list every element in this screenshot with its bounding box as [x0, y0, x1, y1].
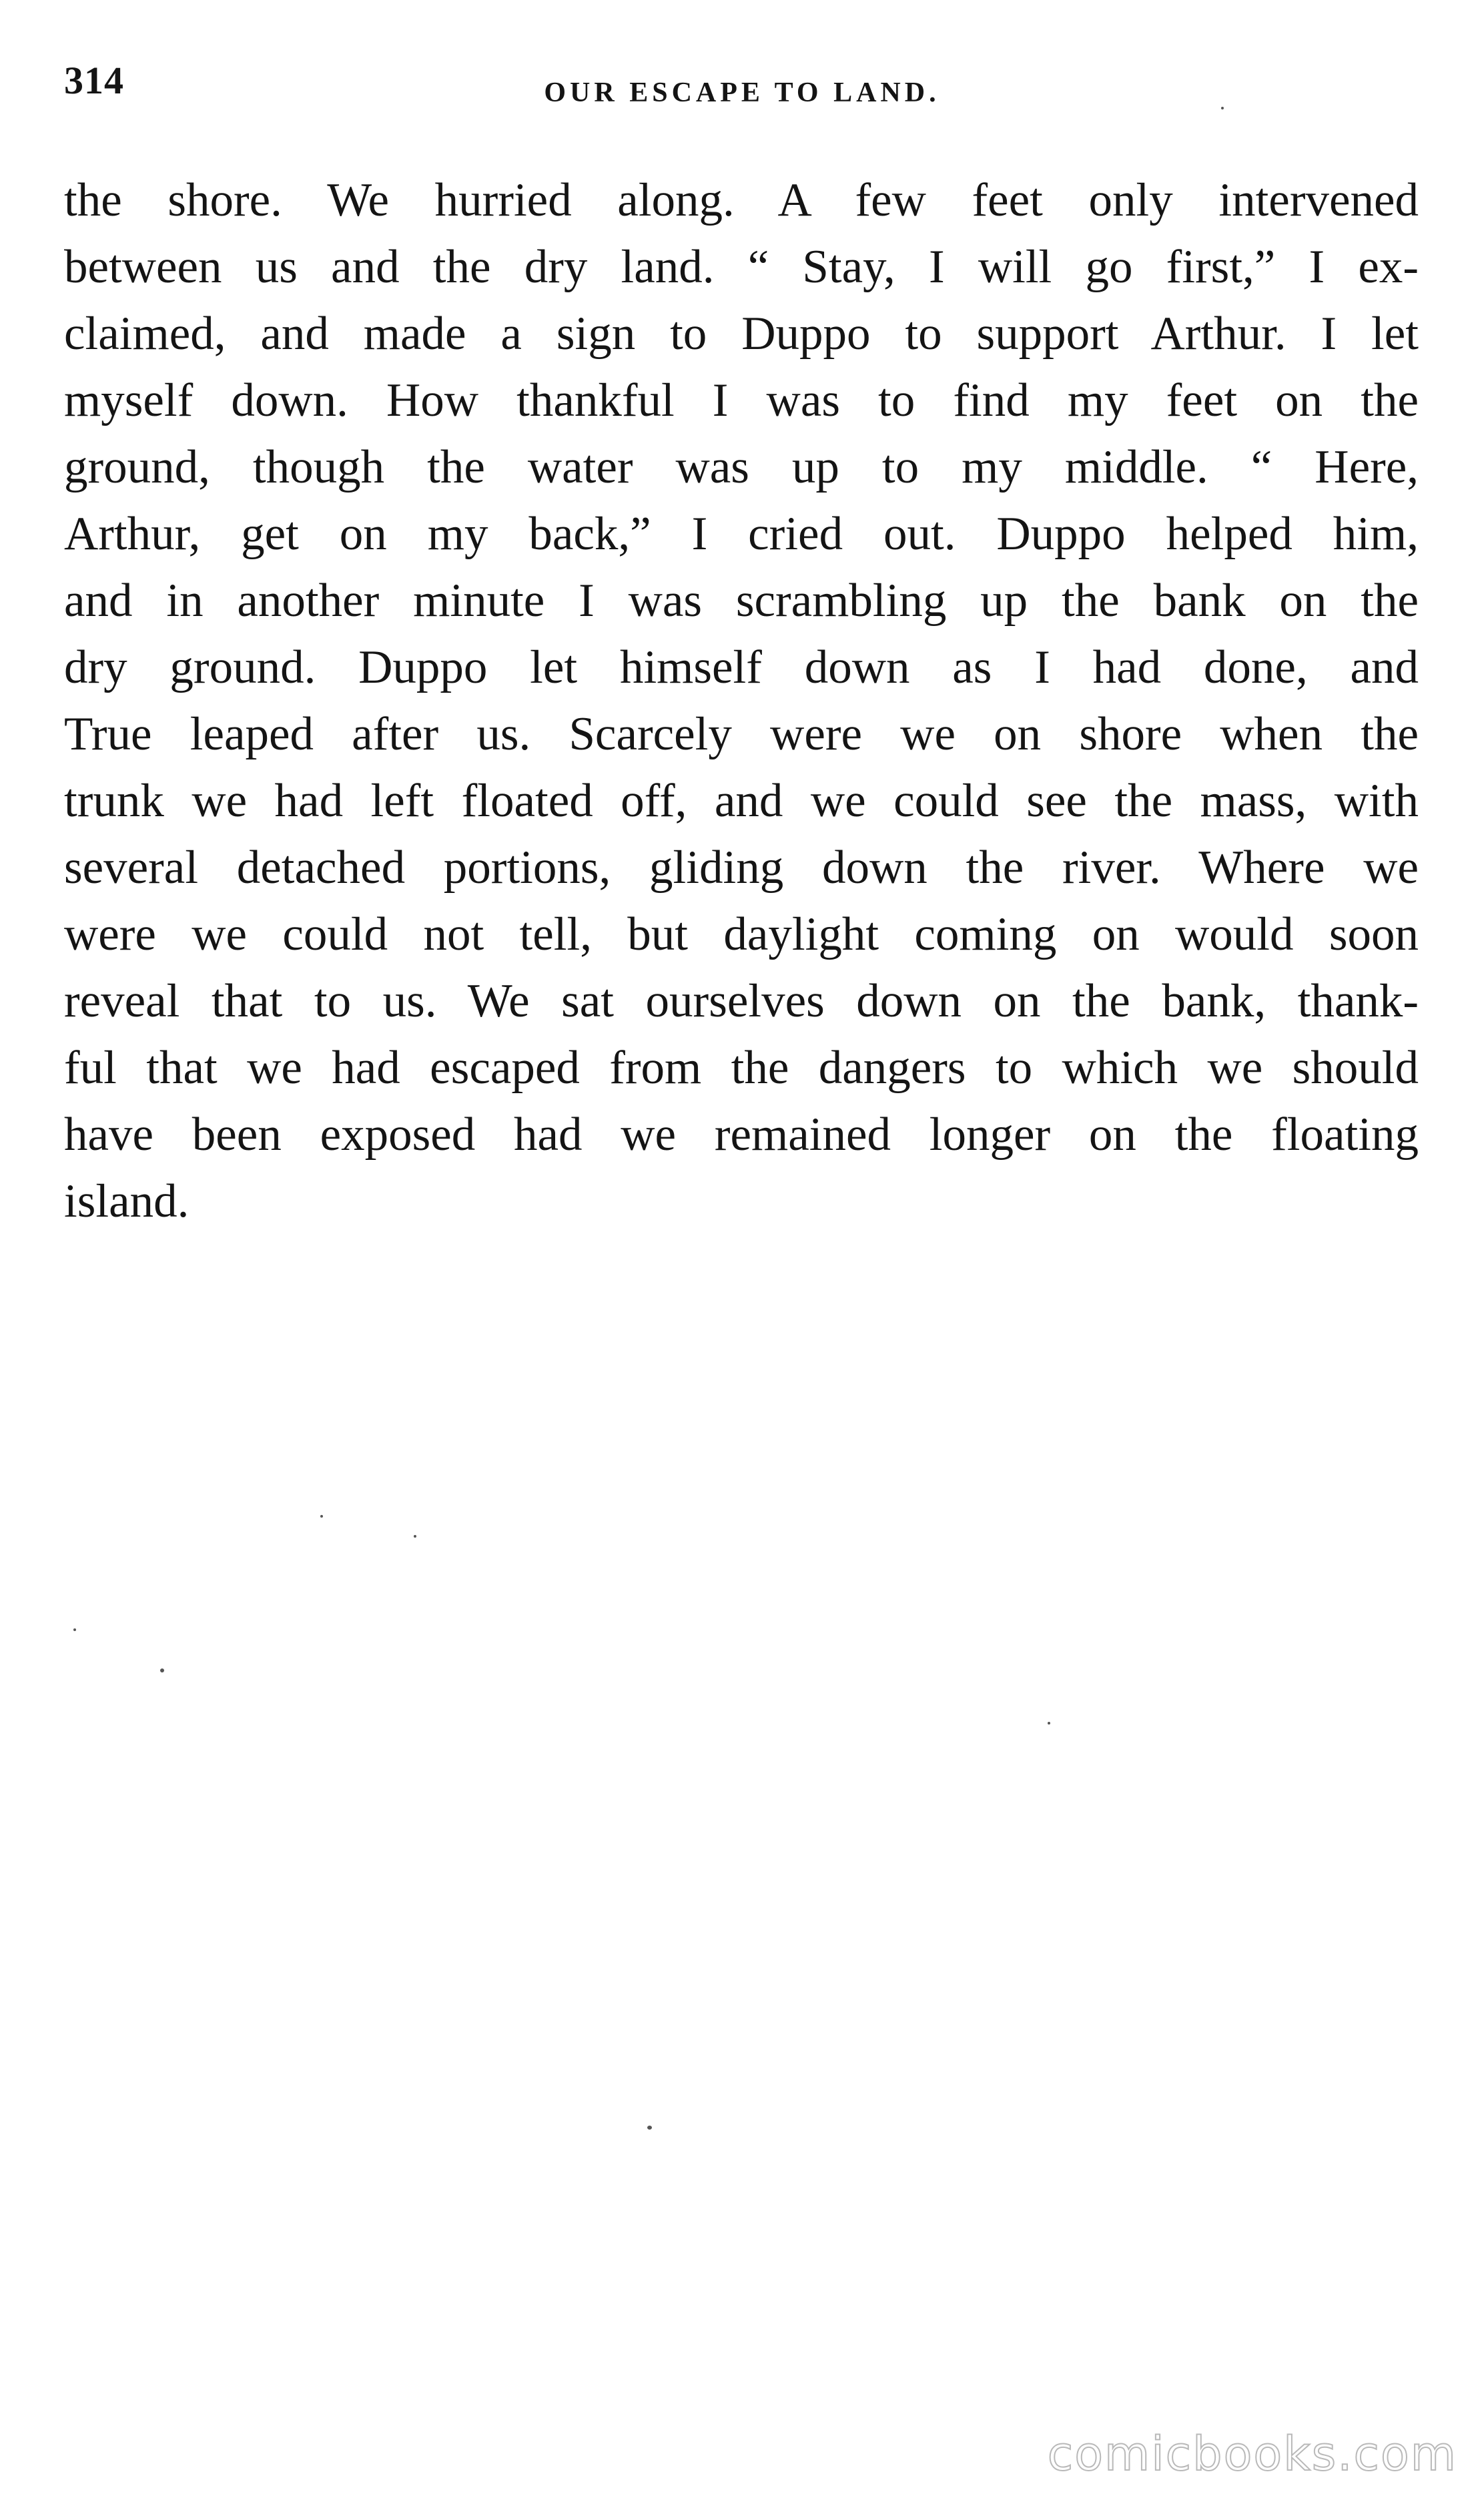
text-line: dry ground. Duppo let himself down as I had done, and [64, 641, 1419, 693]
text-line: have been exposed had we remained longer on the floating [64, 1109, 1419, 1161]
running-head: OUR ESCAPE TO LAND. [544, 77, 940, 108]
text-line: the shore. We hurried along. A few feet only intervened [64, 174, 1419, 226]
print-speck [73, 1628, 76, 1631]
text-line: True leaped after us. Scarcely were we on shore when the [64, 708, 1419, 760]
text-line: reveal that to us. We sat ourselves down on the bank, thank- [64, 975, 1419, 1027]
print-speck [1048, 1722, 1050, 1725]
watermark-logo: comicbooks.com [1047, 2427, 1457, 2481]
text-line: Arthur, get on my back,” I cried out. Duppo helped him, [64, 508, 1419, 560]
text-line: myself down. How thankful I was to find my feet on the [64, 374, 1419, 426]
text-line: were we could not tell, but daylight coming on would soon [64, 908, 1419, 960]
text-line: island. [64, 1175, 190, 1227]
print-speck [320, 1515, 323, 1518]
text-line: ground, though the water was up to my middle. “ Here, [64, 441, 1419, 493]
text-line: between us and the dry land. “ Stay, I will go first,” I ex- [64, 241, 1419, 293]
text-line: and in another minute I was scrambling up the bank on the [64, 575, 1419, 627]
text-line: trunk we had left floated off, and we could see the mass, with [64, 775, 1419, 827]
page-number: 314 [64, 59, 124, 102]
print-speck [1221, 107, 1224, 109]
text-line: ful that we had escaped from the dangers to which we should [64, 1042, 1419, 1094]
text-line: several detached portions, gliding down the river. Where we [64, 842, 1419, 894]
print-speck [647, 2126, 652, 2130]
text-line: claimed, and made a sign to Duppo to support Arthur. I let [64, 308, 1419, 360]
body-text [64, 167, 1419, 1235]
print-speck [414, 1535, 416, 1538]
print-speck [160, 1668, 164, 1672]
